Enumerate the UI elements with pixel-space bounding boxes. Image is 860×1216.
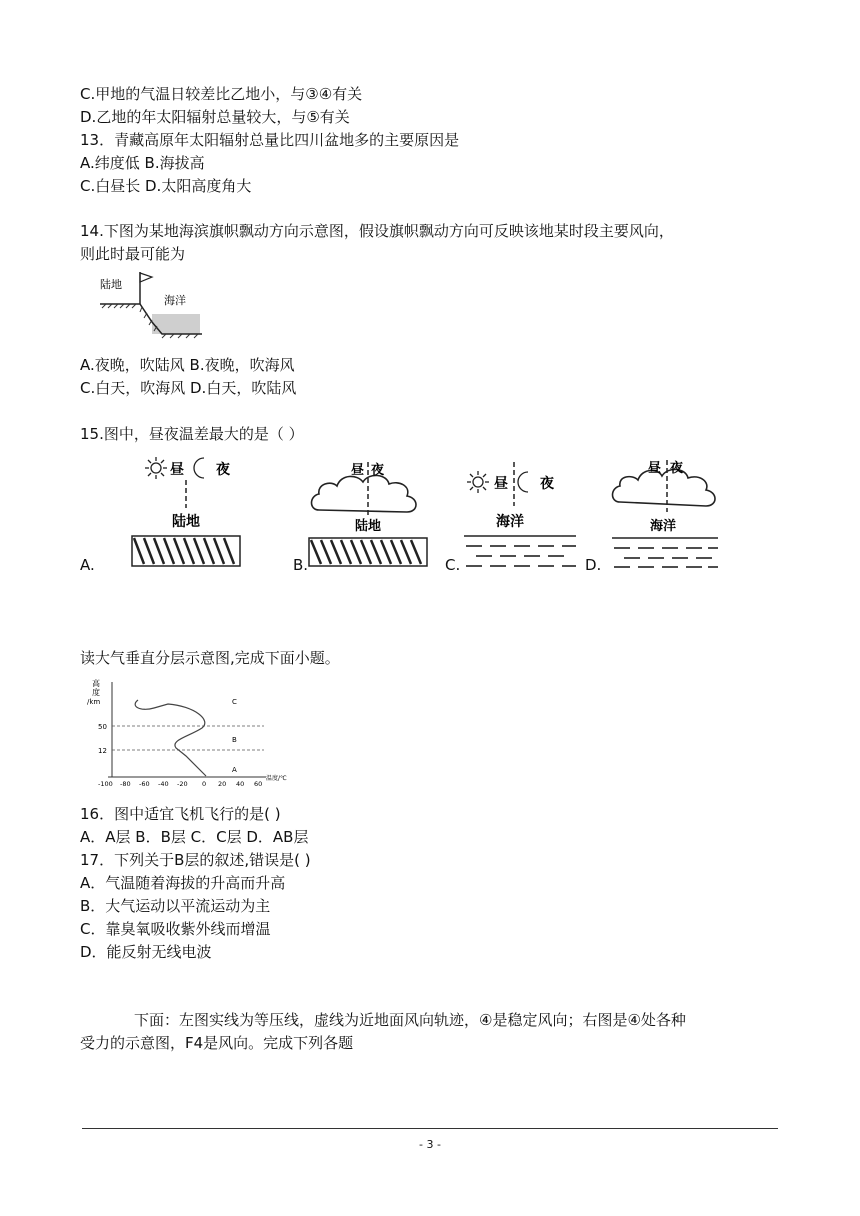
coast-flag-figure <box>96 268 208 340</box>
moon-icon <box>194 458 204 478</box>
land-label: 陆地 <box>355 519 382 534</box>
footer-divider <box>82 1128 778 1129</box>
section-intro: 读大气垂直分层示意图,完成下面小题。 <box>80 649 340 667</box>
x-tick-label: -60 <box>139 780 150 788</box>
option-b: B．大气运动以平流运动为主 <box>80 897 271 915</box>
night-label: 夜 <box>670 461 684 476</box>
options: A.纬度低 B.海拔高 <box>80 154 205 172</box>
x-tick-label: -40 <box>158 780 169 788</box>
section-intro: 受力的示意图，F4是风向。完成下列各题 <box>80 1034 354 1052</box>
y-axis-label: /km <box>87 698 101 706</box>
question-16: 16．图中适宜飞机飞行的是( ) <box>80 805 281 823</box>
sun-icon <box>145 457 167 479</box>
day-label: 昼 <box>351 463 365 478</box>
panel-d-sea-cloudy <box>610 454 720 570</box>
text-line: C.甲地的气温日较差比乙地小，与③④有关 <box>80 85 363 103</box>
land-label: 陆地 <box>100 278 122 291</box>
flag-icon <box>140 273 152 282</box>
x-tick-label: 60 <box>254 780 263 788</box>
options: A．A层 B．B层 C．C层 D．AB层 <box>80 828 309 846</box>
layer-label-a: A <box>232 766 237 774</box>
day-label: 昼 <box>648 461 662 476</box>
sea-label: 海洋 <box>650 519 677 534</box>
moon-icon <box>518 472 528 492</box>
y-tick-label: 12 <box>98 747 107 755</box>
x-tick-label: 20 <box>218 780 227 788</box>
x-axis-label: 温度/℃ <box>266 775 287 782</box>
panel-a-land-clear <box>130 454 242 570</box>
cloud-icon <box>613 469 716 506</box>
options: A.夜晚，吹陆风 B.夜晚，吹海风 <box>80 356 295 374</box>
sun-icon <box>467 471 489 493</box>
night-label: 夜 <box>540 476 554 492</box>
page-number: - 3 - <box>419 1138 441 1151</box>
night-label: 夜 <box>371 463 385 478</box>
x-tick-label: -80 <box>120 780 131 788</box>
y-axis-label: 高 <box>92 679 100 688</box>
option-b-label: B. <box>293 556 309 574</box>
panel-b-land-cloudy <box>307 454 429 570</box>
option-c: C．靠臭氧吸收紫外线而增温 <box>80 920 271 938</box>
text-line: D.乙地的年太阳辐射总量较大，与⑤有关 <box>80 108 350 126</box>
option-a-label: A. <box>80 556 95 574</box>
day-label: 昼 <box>170 462 184 478</box>
layer-label-b: B <box>232 736 237 744</box>
land-label: 陆地 <box>172 514 200 530</box>
x-tick-label: 40 <box>236 780 245 788</box>
y-axis-label: 度 <box>92 688 100 697</box>
atmosphere-layers-figure <box>84 674 287 794</box>
x-tick-label: -20 <box>177 780 188 788</box>
panel-c-sea-clear <box>462 454 578 570</box>
x-tick-label: -100 <box>98 780 113 788</box>
y-tick-label: 50 <box>98 723 107 731</box>
x-tick-label: 0 <box>202 780 207 788</box>
question-15: 15.图中，昼夜温差最大的是（ ） <box>80 425 304 443</box>
temperature-curve <box>135 700 206 776</box>
question-14: 14.下图为某地海滨旗帜飘动方向示意图，假设旗帜飘动方向可反映该地某时段主要风向， <box>80 222 674 240</box>
day-label: 昼 <box>494 476 508 492</box>
sea-label: 海洋 <box>164 294 186 307</box>
option-c-label: C. <box>445 556 461 574</box>
layer-label-c: C <box>232 698 237 706</box>
option-d-label: D. <box>585 556 602 574</box>
section-intro: 下面：左图实线为等压线，虚线为近地面风向轨迹，④是稳定风向；右图是④处各种 <box>134 1011 686 1029</box>
night-label: 夜 <box>216 462 230 478</box>
question-17: 17．下列关于B层的叙述,错误是( ) <box>80 851 311 869</box>
question-13: 13．青藏高原年太阳辐射总量比四川盆地多的主要原因是 <box>80 131 460 149</box>
sea-label: 海洋 <box>496 514 524 530</box>
option-a: A．气温随着海拔的升高而升高 <box>80 874 286 892</box>
options: C.白昼长 D.太阳高度角大 <box>80 177 252 195</box>
text-line: 则此时最可能为 <box>80 245 186 263</box>
options: C.白天，吹海风 D.白天，吹陆风 <box>80 379 297 397</box>
cloud-icon <box>312 475 417 512</box>
option-d: D．能反射无线电波 <box>80 943 212 961</box>
